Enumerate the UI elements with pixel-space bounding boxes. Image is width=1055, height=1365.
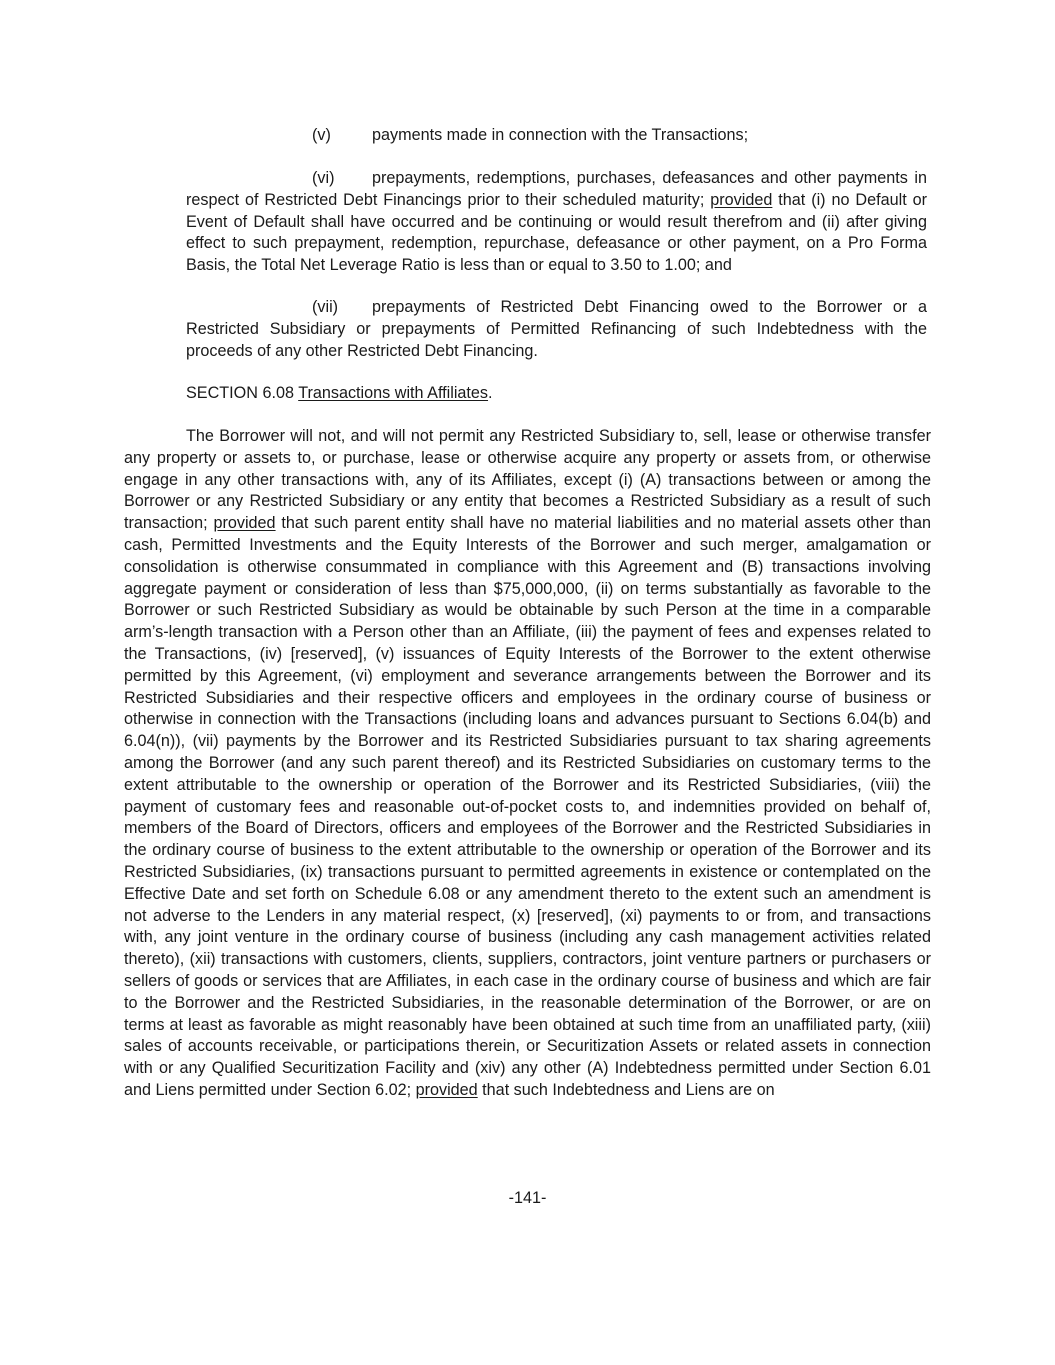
body-provided-1: provided <box>213 514 276 533</box>
section-heading <box>186 383 493 405</box>
page-number: -141- <box>508 1189 547 1207</box>
clause-v-number: (v) <box>312 126 331 144</box>
body-text-a: The Borrower will not, and will not permit any Restricted Subsidiary to, sell, lease or otherwise transfer any property or assets to, or purchase, lease or otherwise acquire any property or assets from, or otherwise engage in any other transactions with, any of its Affiliates, except (i) (A) transactions between or among the Borrower or any Restricted Subsidiary or any entity that becomes a Restricted Subsidiary as a result of such transaction; <box>124 427 931 533</box>
clause-vi-text-b: that (i) no Default or Event of Default shall have occurred and be continuing or would result therefrom and (ii) after giving effect to such prepayment, redemption, repurchase, defeasance or other payment, on a Pro Forma Basis, the Total Net Leverage Ratio is less than or equal to 3.50 to 1.00; and <box>186 190 927 275</box>
clause-v-text: payments made in connection with the Transactions; <box>372 126 749 144</box>
clause-vi-number: (vi) <box>312 169 335 187</box>
clause-vi-text-a: prepayments, redemptions, purchases, defeasances and other payments in respect of Restricted Debt Financings prior to their scheduled maturity; <box>186 169 927 209</box>
clause-v <box>312 125 748 147</box>
clause-vii-text: prepayments of Restricted Debt Financing owed to the Borrower or a Restricted Subsidiary or prepayments of Permitted Refinancing of such Indebtedness with the proceeds of any other Restricted Debt Financing. <box>186 298 927 360</box>
clause-vii-number: (vii) <box>312 298 339 316</box>
clause-vii <box>186 297 927 362</box>
section-number: SECTION 6.08 <box>186 384 294 402</box>
clause-vi <box>186 168 927 277</box>
body-provided-2: provided <box>415 1080 478 1099</box>
body-text-b: that such parent entity shall have no material liabilities and no material assets other than cash, Permitted Investments and the Equity Interests of the Borrower and such merger, amalgamation or consolidation is otherwise consummated in compliance with this Agreement and (B) transactions involving aggregate payment or consideration of less than $75,000,000, (ii) on terms substantially as favorable to the Borrower or such Restricted Subsidiary as would be obtainable by such Person at the time in a comparable arm’s-length transaction with a Person other than an Affiliate, (iii) the payment of fees and expenses related to the Transactions, (iv) [reserved], (v) issuances of Equity Interests of the Borrower to the extent otherwise permitted by this Agreement, (vi) employment and severance arrangements between the Borrower and its Restricted Subsidiaries and their respective officers and employees in the ordinary course of business or otherwise in connection with the Transactions (including loans and advances pursuant to Sections 6.04(b) and 6.04(n)), (vii) payments by the Borrower and its Restricted Subsidiaries pursuant to tax sharing agreements among the Borrower (and any such parent thereof) and its Restricted Subsidiaries on customary terms to the extent attributable to the ownership or operation of the Borrower and its Restricted Subsidiaries, (viii) the payment of customary fees and reasonable out-of-pocket costs to, and indemnities provided on behalf of, members of the Board of Directors, officers and employees of the Borrower and the Restricted Subsidiaries in the ordinary course of business to the extent attributable to the ownership or operation of the Borrower and its Restricted Subsidiaries, (ix) transactions pursuant to permitted agreements in existence or contemplated on the Effective Date and set forth on Schedule 6.08 or any amendment thereto to the extent such an amendment is not adverse to the Lenders in any material respect, (x) [reserved], (xi) payments to or from, and transactions with, any joint venture in the ordinary course of business (including any cash management activities related thereto), (xii) transactions with customers, clients, suppliers, contractors, joint venture partners or purchasers or sellers of goods or services that are Affiliates, in each case in the ordinary course of business and which are fair to the Borrower and the Restricted Subsidiaries, in the reasonable determination of the Borrower, or are on terms at least as favorable as might reasonably have been obtained at such time from an unaffiliated party, (xiii) sales of accounts receivable, or participations therein, or Securitization Assets or related assets in connection with or any Qualified Securitization Facility and (xiv) any other (A) Indebtedness permitted under Section 6.01 and Liens permitted under Section 6.02; <box>124 514 931 1099</box>
section-title-period: . <box>488 384 493 402</box>
body-text-c: that such Indebtedness and Liens are on <box>477 1080 775 1099</box>
clause-vi-provided: provided <box>710 190 773 209</box>
section-title: Transactions with Affiliates <box>298 384 489 402</box>
section-body <box>124 426 931 1102</box>
